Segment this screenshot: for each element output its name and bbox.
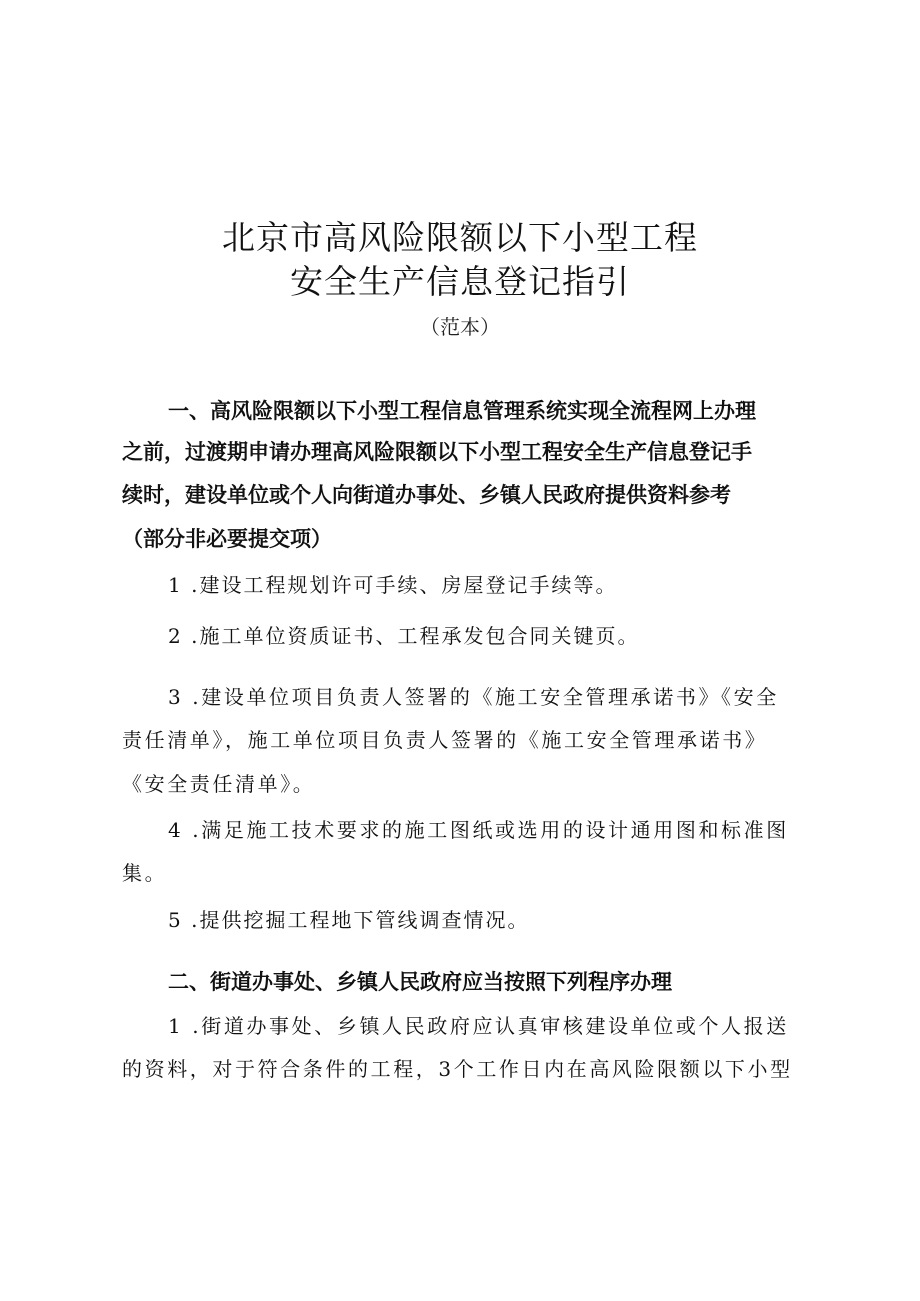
section2-item-1-line-2: 的资料，对于符合条件的工程，3个工作日内在高风险限额以下小型 (122, 1057, 793, 1081)
document-title-line-1: 北京市高风险限额以下小型工程 (222, 218, 698, 257)
section1-heading-line-2: 之前，过渡期申请办理高风险限额以下小型工程安全生产信息登记手 (122, 440, 752, 464)
document-subtitle: （范本） (420, 315, 500, 339)
section1-item-2: 2 .施工单位资质证书、工程承发包合同关键页。 (168, 624, 640, 648)
section2-item-1-line-1: 1 .街道办事处、乡镇人民政府应认真审核建设单位或个人报送 (168, 1014, 789, 1038)
document-title-line-2: 安全生产信息登记指引 (290, 262, 630, 301)
section1-heading-line-1: 一、高风险限额以下小型工程信息管理系统实现全流程网上办理 (168, 399, 756, 423)
section1-item-4-line-2: 集。 (122, 861, 168, 885)
section1-heading-line-4: （部分非必要提交项） (122, 527, 332, 551)
section2-heading: 二、街道办事处、乡镇人民政府应当按照下列程序办理 (168, 970, 672, 994)
section1-heading-line-3: 续时，建设单位或个人向街道办事处、乡镇人民政府提供资料参考 (122, 483, 731, 507)
section1-item-1: 1 .建设工程规划许可手续、房屋登记手续等。 (168, 573, 618, 597)
section1-item-4-line-1: 4 .满足施工技术要求的施工图纸或选用的设计通用图和标准图 (168, 818, 789, 842)
section1-item-3-line-3: 《安全责任清单》。 (122, 772, 316, 796)
section1-item-3-line-1: 3 .建设单位项目负责人签署的《施工安全管理承诺书》《安全 (168, 685, 779, 709)
section1-item-3-line-2: 责任清单》，施工单位项目负责人签署的《施工安全管理承诺书》 (122, 728, 768, 752)
section1-item-5: 5 .提供挖掘工程地下管线调查情况。 (168, 908, 530, 932)
